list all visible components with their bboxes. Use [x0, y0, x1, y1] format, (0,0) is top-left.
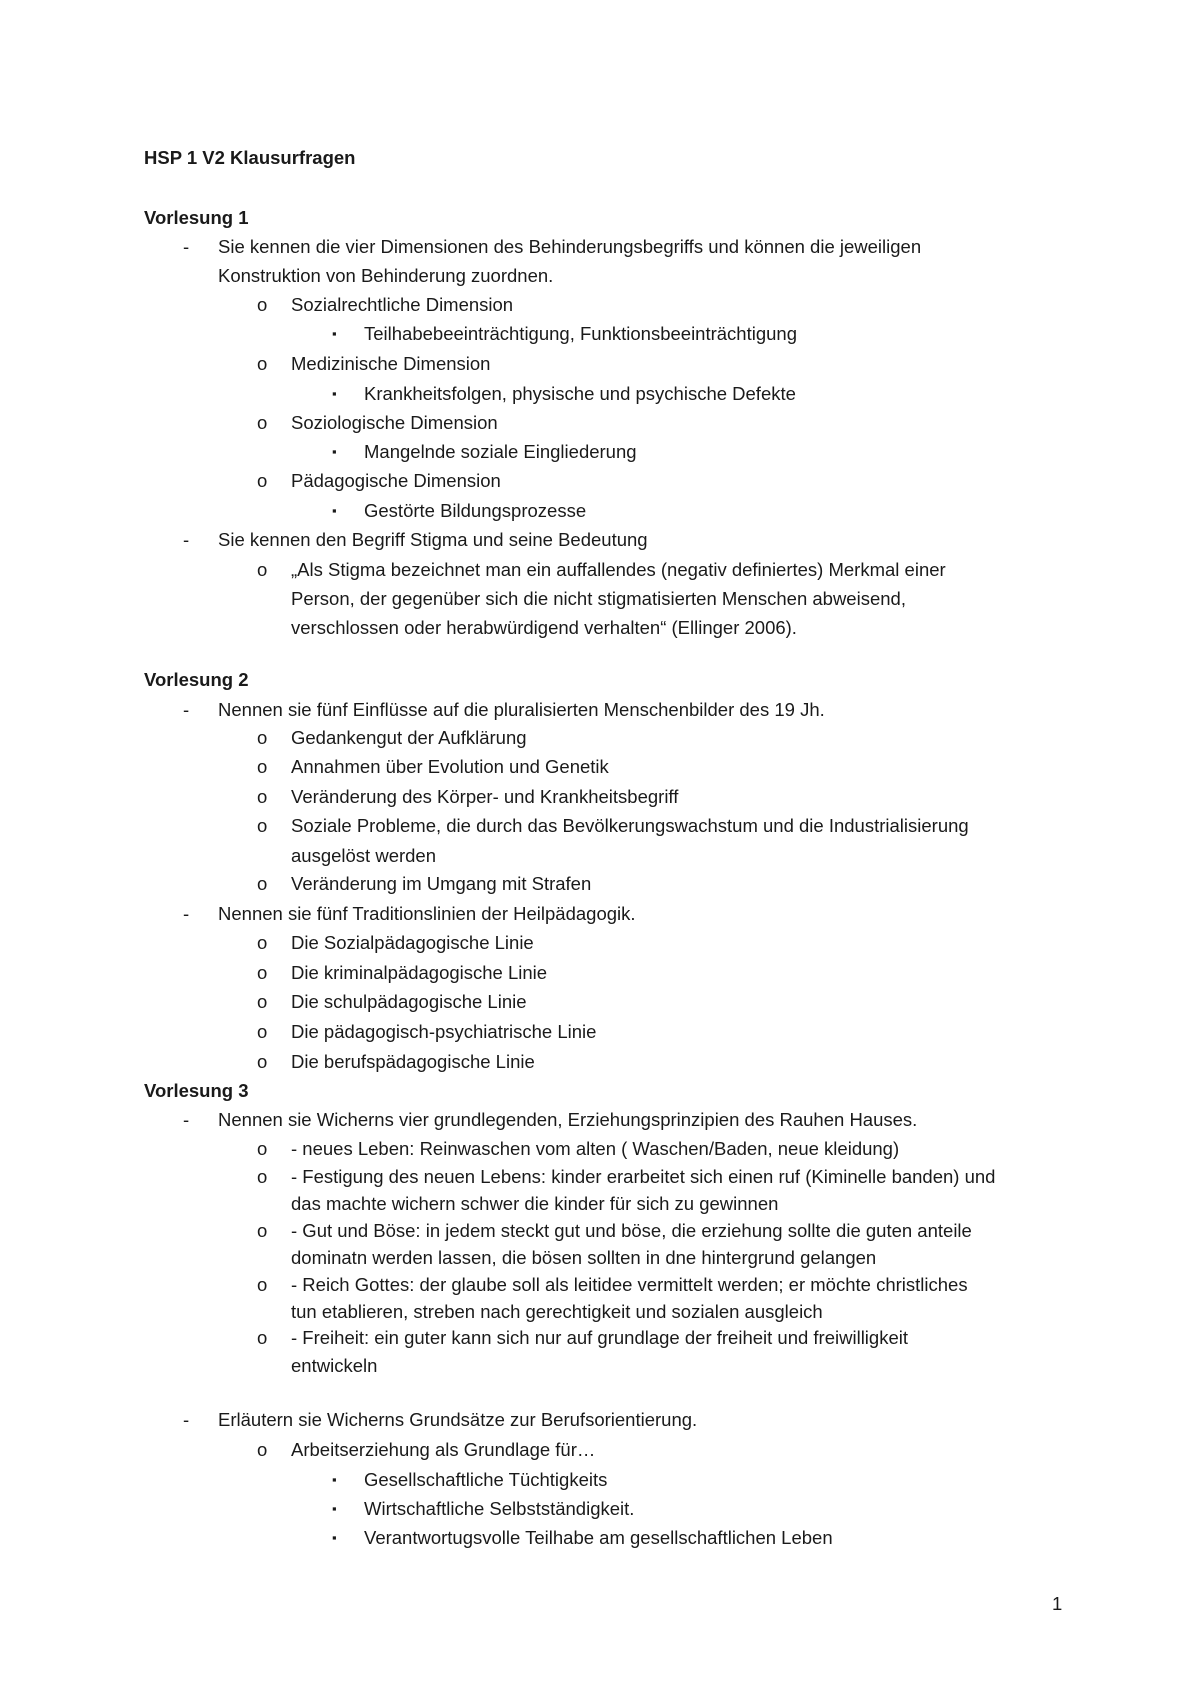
- circle-bullet-icon: o: [257, 1274, 268, 1295]
- section-heading: Vorlesung 2: [144, 669, 249, 690]
- list-item-text: Sie kennen den Begriff Stigma und seine Bedeutung: [218, 529, 648, 550]
- list-item-text: tun etablieren, streben nach gerechtigkeit und sozialen ausgleich: [291, 1301, 823, 1322]
- list-item-text: Nennen sie fünf Traditionslinien der Heilpädagogik.: [218, 903, 636, 924]
- list-item-text: Veränderung des Körper- und Krankheitsbegriff: [291, 786, 679, 807]
- list-item: [0, 614, 1200, 642]
- section-heading: Vorlesung 1: [144, 207, 249, 228]
- list-item: [0, 467, 1200, 495]
- list-item-text: Arbeitserziehung als Grundlage für…: [291, 1439, 596, 1460]
- list-item-text: ausgelöst werden: [291, 845, 437, 866]
- list-item: [0, 1495, 1200, 1523]
- dash-bullet-icon: -: [183, 903, 190, 924]
- list-item: [0, 556, 1200, 584]
- circle-bullet-icon: o: [257, 932, 268, 953]
- list-item: [0, 842, 1200, 870]
- circle-bullet-icon: o: [257, 1327, 268, 1348]
- list-item: [0, 1466, 1200, 1494]
- list-item: [0, 262, 1200, 290]
- list-item-text: Die schulpädagogische Linie: [291, 991, 527, 1012]
- circle-bullet-icon: o: [257, 353, 268, 374]
- list-item-text: - neues Leben: Reinwaschen vom alten ( Waschen/Baden, neue kleidung): [291, 1138, 900, 1159]
- circle-bullet-icon: o: [257, 1166, 268, 1187]
- dash-bullet-icon: -: [183, 1109, 190, 1130]
- list-item: [0, 988, 1200, 1016]
- list-item-text: - Reich Gottes: der glaube soll als leitidee vermittelt werden; er möchte christliches: [291, 1274, 968, 1295]
- list-item-text: Erläutern sie Wicherns Grundsätze zur Berufsorientierung.: [218, 1409, 698, 1430]
- circle-bullet-icon: o: [257, 1051, 268, 1072]
- circle-bullet-icon: o: [257, 470, 268, 491]
- list-item: [0, 1217, 1200, 1245]
- circle-bullet-icon: o: [257, 412, 268, 433]
- list-item: [0, 1524, 1200, 1552]
- circle-bullet-icon: o: [257, 756, 268, 777]
- square-bullet-icon: ▪: [332, 326, 337, 341]
- circle-bullet-icon: o: [257, 962, 268, 983]
- list-item: [0, 1106, 1200, 1134]
- list-item: [0, 1406, 1200, 1434]
- list-item-text: Die Sozialpädagogische Linie: [291, 932, 534, 953]
- list-item-text: Medizinische Dimension: [291, 353, 491, 374]
- list-item-text: dominatn werden lassen, die bösen sollten in dne hintergrund gelangen: [291, 1247, 877, 1268]
- circle-bullet-icon: o: [257, 786, 268, 807]
- circle-bullet-icon: o: [257, 1138, 268, 1159]
- list-item-text: - Festigung des neuen Lebens: kinder erarbeitet sich einen ruf (Kiminelle banden) und: [291, 1166, 996, 1187]
- square-bullet-icon: ▪: [332, 1530, 337, 1545]
- circle-bullet-icon: o: [257, 1439, 268, 1460]
- list-item: [0, 350, 1200, 378]
- list-item-text: Mangelnde soziale Eingliederung: [364, 441, 637, 462]
- list-item-text: Wirtschaftliche Selbstständigkeit.: [364, 1498, 635, 1519]
- list-item: [0, 291, 1200, 319]
- list-item-text: Annahmen über Evolution und Genetik: [291, 756, 609, 777]
- dash-bullet-icon: -: [183, 529, 190, 550]
- list-item: [0, 724, 1200, 752]
- list-item: [0, 1018, 1200, 1046]
- list-item: [0, 1163, 1200, 1191]
- list-item-text: Die pädagogisch-psychiatrische Linie: [291, 1021, 597, 1042]
- list-item: [0, 1048, 1200, 1076]
- list-item: [0, 497, 1200, 525]
- list-item-text: Die berufspädagogische Linie: [291, 1051, 535, 1072]
- dash-bullet-icon: -: [183, 699, 190, 720]
- list-item-text: - Freiheit: ein guter kann sich nur auf grundlage der freiheit und freiwilligkeit: [291, 1327, 908, 1348]
- circle-bullet-icon: o: [257, 991, 268, 1012]
- list-item: [0, 1324, 1200, 1352]
- list-item-text: Die kriminalpädagogische Linie: [291, 962, 548, 983]
- list-item-text: Krankheitsfolgen, physische und psychische Defekte: [364, 383, 796, 404]
- list-item-text: das machte wichern schwer die kinder für sich zu gewinnen: [291, 1193, 779, 1214]
- circle-bullet-icon: o: [257, 559, 268, 580]
- list-item: [0, 1190, 1200, 1218]
- list-item-text: - Gut und Böse: in jedem steckt gut und böse, die erziehung sollte die guten anteile: [291, 1220, 972, 1241]
- list-item: [0, 929, 1200, 957]
- list-item-text: Gestörte Bildungsprozesse: [364, 500, 587, 521]
- list-item-text: Konstruktion von Behinderung zuordnen.: [218, 265, 554, 286]
- list-item: [0, 1135, 1200, 1163]
- list-item: [0, 959, 1200, 987]
- square-bullet-icon: ▪: [332, 503, 337, 518]
- dash-bullet-icon: -: [183, 236, 190, 257]
- square-bullet-icon: ▪: [332, 444, 337, 459]
- list-item: [0, 585, 1200, 613]
- list-item: [0, 526, 1200, 554]
- list-item: [0, 1298, 1200, 1326]
- section-heading: Vorlesung 3: [144, 1080, 249, 1101]
- square-bullet-icon: ▪: [332, 1472, 337, 1487]
- list-item: [0, 438, 1200, 466]
- list-item-text: verschlossen oder herabwürdigend verhalten“ (Ellinger 2006).: [291, 617, 797, 638]
- list-item-text: Gedankengut der Aufklärung: [291, 727, 527, 748]
- circle-bullet-icon: o: [257, 1220, 268, 1241]
- document-title: HSP 1 V2 Klausurfragen: [144, 147, 356, 168]
- list-item: [0, 900, 1200, 928]
- circle-bullet-icon: o: [257, 873, 268, 894]
- list-item: [0, 812, 1200, 840]
- list-item: [0, 409, 1200, 437]
- list-item: [0, 1352, 1200, 1380]
- list-item-text: Veränderung im Umgang mit Strafen: [291, 873, 592, 894]
- list-item-text: Sozialrechtliche Dimension: [291, 294, 514, 315]
- list-item: [0, 1436, 1200, 1464]
- list-item-text: Teilhabebeeinträchtigung, Funktionsbeeinträchtigung: [364, 323, 797, 344]
- dash-bullet-icon: -: [183, 1409, 190, 1430]
- circle-bullet-icon: o: [257, 815, 268, 836]
- square-bullet-icon: ▪: [332, 1501, 337, 1516]
- list-item-text: Nennen sie Wicherns vier grundlegenden, Erziehungsprinzipien des Rauhen Hauses.: [218, 1109, 918, 1130]
- list-item-text: Verantwortugsvolle Teilhabe am gesellschaftlichen Leben: [364, 1527, 833, 1548]
- list-item-text: Soziale Probleme, die durch das Bevölkerungswachstum und die Industrialisierung: [291, 815, 969, 836]
- list-item: [0, 320, 1200, 348]
- circle-bullet-icon: o: [257, 294, 268, 315]
- list-item: [0, 380, 1200, 408]
- list-item: [0, 1271, 1200, 1299]
- list-item-text: entwickeln: [291, 1355, 378, 1376]
- list-item-text: Soziologische Dimension: [291, 412, 498, 433]
- list-item-text: „Als Stigma bezeichnet man ein auffallendes (negativ definiertes) Merkmal einer: [291, 559, 946, 580]
- list-item: [0, 233, 1200, 261]
- circle-bullet-icon: o: [257, 1021, 268, 1042]
- list-item-text: Nennen sie fünf Einflüsse auf die pluralisierten Menschenbilder des 19 Jh.: [218, 699, 825, 720]
- list-item-text: Person, der gegenüber sich die nicht stigmatisierten Menschen abweisend,: [291, 588, 906, 609]
- page-number: 1: [1052, 1593, 1063, 1614]
- list-item: [0, 696, 1200, 724]
- list-item: [0, 870, 1200, 898]
- list-item: [0, 1244, 1200, 1272]
- square-bullet-icon: ▪: [332, 386, 337, 401]
- circle-bullet-icon: o: [257, 727, 268, 748]
- list-item: [0, 753, 1200, 781]
- list-item-text: Sie kennen die vier Dimensionen des Behinderungsbegriffs und können die jeweiligen: [218, 236, 922, 257]
- list-item-text: Gesellschaftliche Tüchtigkeits: [364, 1469, 608, 1490]
- list-item-text: Pädagogische Dimension: [291, 470, 501, 491]
- list-item: [0, 783, 1200, 811]
